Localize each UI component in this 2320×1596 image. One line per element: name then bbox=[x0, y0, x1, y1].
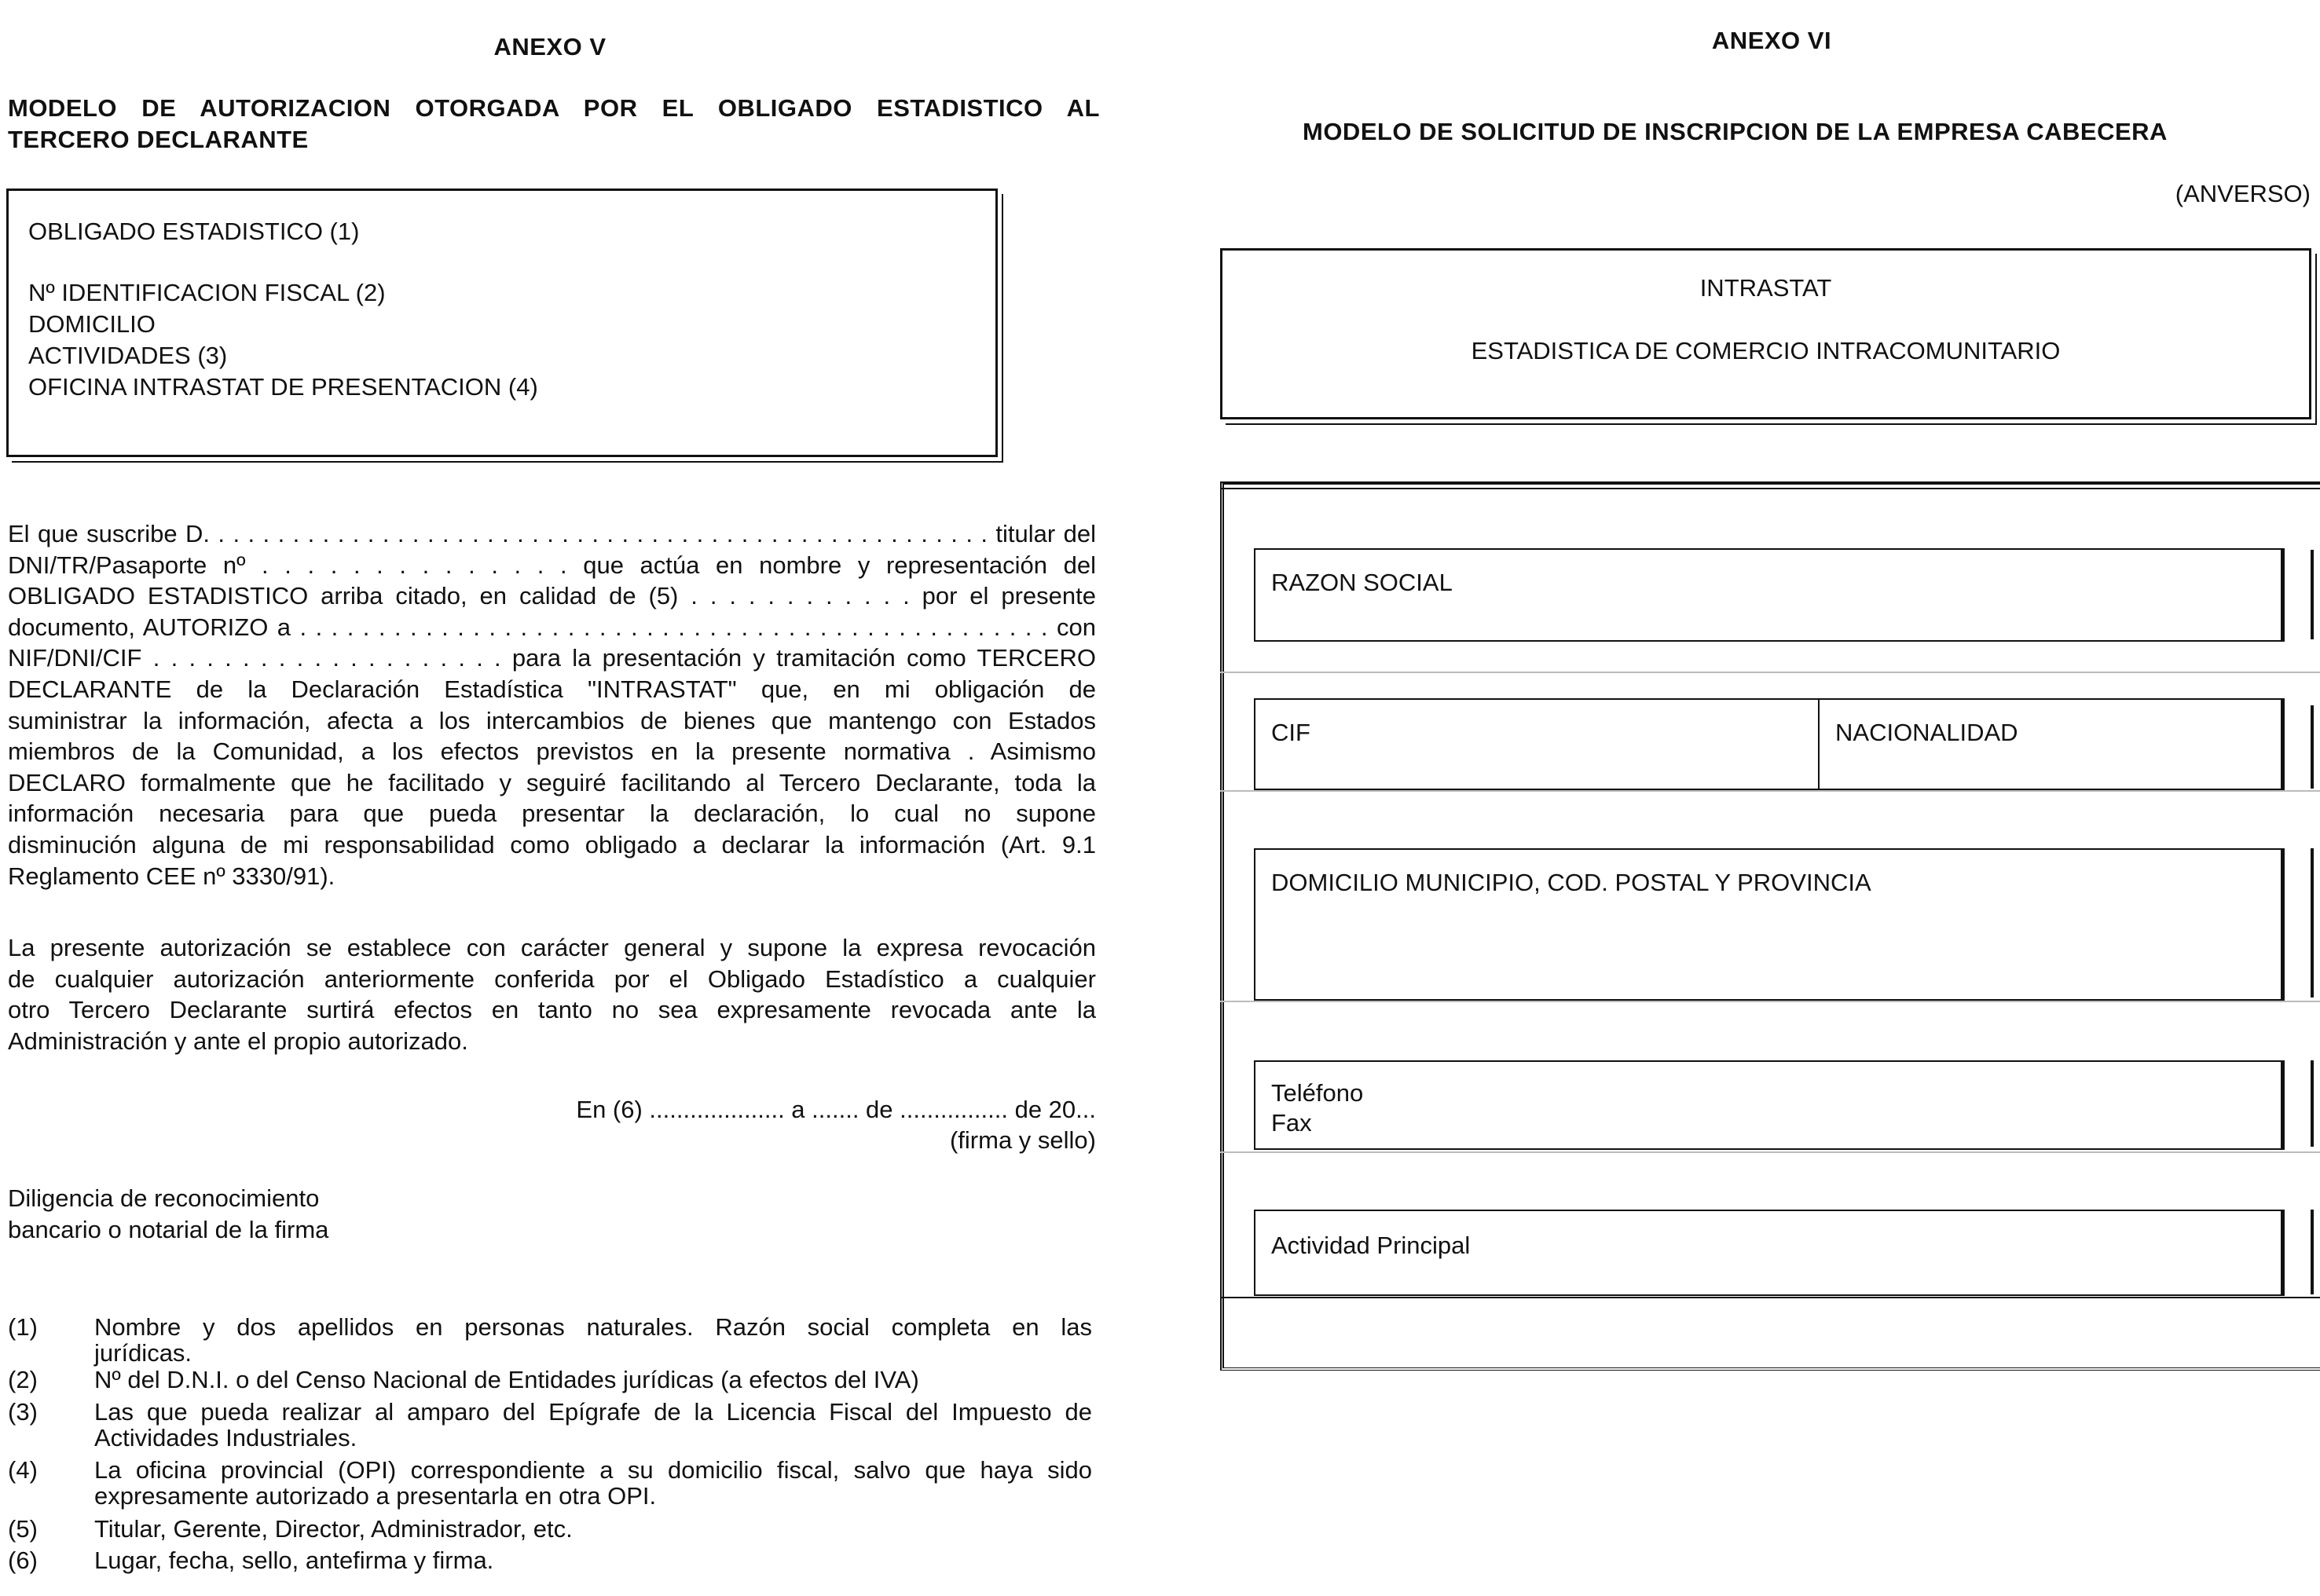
domicilio-label: DOMICILIO MUNICIPIO, COD. POSTAL Y PROVINCIA bbox=[1271, 869, 1871, 896]
para1-line: información necesaria para que pueda presentar la declaración, lo cual no supone bbox=[8, 800, 1096, 828]
form-bottom-rule bbox=[1220, 1297, 2320, 1298]
annex-v-heading: ANEXO V bbox=[493, 33, 607, 60]
form-top-rule bbox=[1220, 488, 2320, 489]
footnote-3 bbox=[8, 1399, 1092, 1451]
razon-social-marker bbox=[2311, 550, 2314, 639]
signature-label: (firma y sello) bbox=[949, 1126, 1096, 1154]
form-separator bbox=[1220, 1151, 2320, 1153]
box-line-obligado: OBLIGADO ESTADISTICO (1) bbox=[28, 218, 360, 245]
para1-line: DNI/TR/Pasaporte nº . . . . . . . . . . . . . . que actúa en nombre y representación del bbox=[8, 551, 1096, 579]
form-separator bbox=[1220, 672, 2320, 673]
para2-line: Administración y ante el propio autorizado. bbox=[8, 1027, 468, 1055]
box-line-nif: Nº IDENTIFICACION FISCAL (2) bbox=[28, 279, 386, 306]
annex-vi-heading: ANEXO VI bbox=[1711, 27, 1832, 54]
authorization-paragraph bbox=[8, 518, 1096, 891]
annex-v-title bbox=[8, 93, 1100, 156]
nacionalidad-field[interactable] bbox=[1818, 698, 2285, 790]
footnote-text: Nº del D.N.I. o del Censo Nacional de Entidades jurídicas (a efectos del IVA) bbox=[94, 1366, 919, 1393]
para1-line: Reglamento CEE nº 3330/91). bbox=[8, 862, 335, 890]
para1-line: disminución alguna de mi responsabilidad como obligado a declarar la información (Art. 9.1 bbox=[8, 830, 1096, 858]
para1-line: miembros de la Comunidad, a los efectos previstos en la presente normativa . Asimismo bbox=[8, 738, 1096, 766]
form-separator bbox=[1220, 790, 2320, 792]
para1-line: DECLARANTE de la Declaración Estadística "INTRASTAT" que, en mi obligación de bbox=[8, 675, 1096, 703]
anverso-label: (ANVERSO) bbox=[2175, 180, 2311, 207]
footnote-2 bbox=[8, 1367, 1092, 1393]
para1-line: NIF/DNI/CIF . . . . . . . . . . . . . . . . . . . . para la presentación y tramitación como TERCERO bbox=[8, 644, 1096, 672]
para1-line: OBLIGADO ESTADISTICO arriba citado, en calidad de (5) . . . . . . . . . . . . por el presente bbox=[8, 582, 1096, 610]
form-separator bbox=[1220, 1001, 2320, 1002]
footnote-number: (2) bbox=[8, 1366, 38, 1393]
actividad-label: Actividad Principal bbox=[1271, 1232, 1471, 1259]
diligence-line2: bancario o notarial de la firma bbox=[8, 1216, 329, 1243]
actividad-field[interactable] bbox=[1254, 1210, 2285, 1296]
diligence-label bbox=[8, 1183, 328, 1246]
intrastat-title: INTRASTAT bbox=[1699, 274, 1832, 302]
telefono-label: Teléfono bbox=[1271, 1079, 1364, 1107]
telefono-marker bbox=[2311, 1060, 2314, 1147]
footnote-number: (3) bbox=[8, 1398, 38, 1426]
obligado-box bbox=[6, 189, 998, 457]
intrastat-subtitle: ESTADISTICA DE COMERCIO INTRACOMUNITARIO bbox=[1471, 337, 2061, 364]
para2-line: de cualquier autorización anteriormente conferida por el Obligado Estadístico a cualquier bbox=[8, 965, 1096, 993]
footnote-6 bbox=[8, 1547, 1092, 1573]
nacionalidad-label: NACIONALIDAD bbox=[1835, 719, 2018, 746]
cif-marker bbox=[2311, 705, 2314, 789]
place-date-line: En (6) .................... a ....... de ................ de 20... bbox=[576, 1096, 1096, 1123]
footnote-text: La oficina provincial (OPI) correspondiente a su domicilio fiscal, salvo que haya sido expresamente autorizado a presentarla en otra OPI. bbox=[94, 1456, 1092, 1510]
para2-line: otro Tercero Declarante surtirá efectos en tanto no sea expresamente revocada ante la bbox=[8, 996, 1096, 1024]
box-line-domicilio: DOMICILIO bbox=[28, 310, 156, 338]
para2-line: La presente autorización se establece con carácter general y supone la expresa revocación bbox=[8, 934, 1096, 961]
footnote-text: Titular, Gerente, Director, Administrador, etc. bbox=[94, 1515, 573, 1543]
para1-line: El que suscribe D. . . . . . . . . . . . . . . . . . . . . . . . . . . . . . . . . . . . . . . . . . . . . . . . . . . . . titular del bbox=[8, 520, 1096, 547]
domicilio-field[interactable] bbox=[1254, 848, 2285, 1001]
intrastat-header-box bbox=[1220, 248, 2311, 419]
footnote-number: (6) bbox=[8, 1547, 38, 1574]
footnote-text: Lugar, fecha, sello, antefirma y firma. bbox=[94, 1547, 494, 1574]
cif-label: CIF bbox=[1271, 719, 1310, 746]
para1-line: DECLARO formalmente que he facilitado y seguiré facilitando al Tercero Declarante, toda la bbox=[8, 768, 1096, 796]
annex-v-title-line1: MODELO DE AUTORIZACION OTORGADA POR EL OBLIGADO ESTADISTICO AL bbox=[8, 94, 1100, 122]
cif-field[interactable] bbox=[1254, 698, 1820, 790]
diligence-line1: Diligencia de reconocimiento bbox=[8, 1184, 320, 1212]
footnote-text: Las que pueda realizar al amparo del Epígrafe de la Licencia Fiscal del Impuesto de Actividades Industriales. bbox=[94, 1398, 1092, 1451]
domicilio-marker bbox=[2311, 848, 2314, 998]
actividad-marker bbox=[2311, 1210, 2314, 1294]
box-line-actividades: ACTIVIDADES (3) bbox=[28, 342, 228, 369]
footnote-1 bbox=[8, 1314, 1092, 1366]
para1-line: suministrar la información, afecta a los intercambios de bienes que mantengo con Estados bbox=[8, 706, 1096, 734]
telefono-fax-field[interactable] bbox=[1254, 1060, 2285, 1150]
footnote-4 bbox=[8, 1457, 1092, 1509]
para1-line: documento, AUTORIZO a . . . . . . . . . . . . . . . . . . . . . . . . . . . . . . . . . . . . . . . . . . . . . . . . con bbox=[8, 613, 1096, 641]
footnote-number: (4) bbox=[8, 1456, 38, 1484]
razon-social-field[interactable] bbox=[1254, 548, 2285, 642]
footnote-5 bbox=[8, 1516, 1092, 1542]
box-line-oficina: OFICINA INTRASTAT DE PRESENTACION (4) bbox=[28, 373, 538, 401]
annex-v-title-line2: TERCERO DECLARANTE bbox=[8, 126, 309, 153]
fax-label: Fax bbox=[1271, 1109, 1312, 1137]
footnote-number: (5) bbox=[8, 1515, 38, 1543]
annex-vi-title: MODELO DE SOLICITUD DE INSCRIPCION DE LA EMPRESA CABECERA bbox=[1303, 118, 2168, 145]
footnote-text: Nombre y dos apellidos en personas naturales. Razón social completa en las jurídicas. bbox=[94, 1313, 1092, 1367]
footnote-number: (1) bbox=[8, 1313, 38, 1341]
razon-social-label: RAZON SOCIAL bbox=[1271, 569, 1453, 596]
revocation-paragraph bbox=[8, 932, 1096, 1056]
